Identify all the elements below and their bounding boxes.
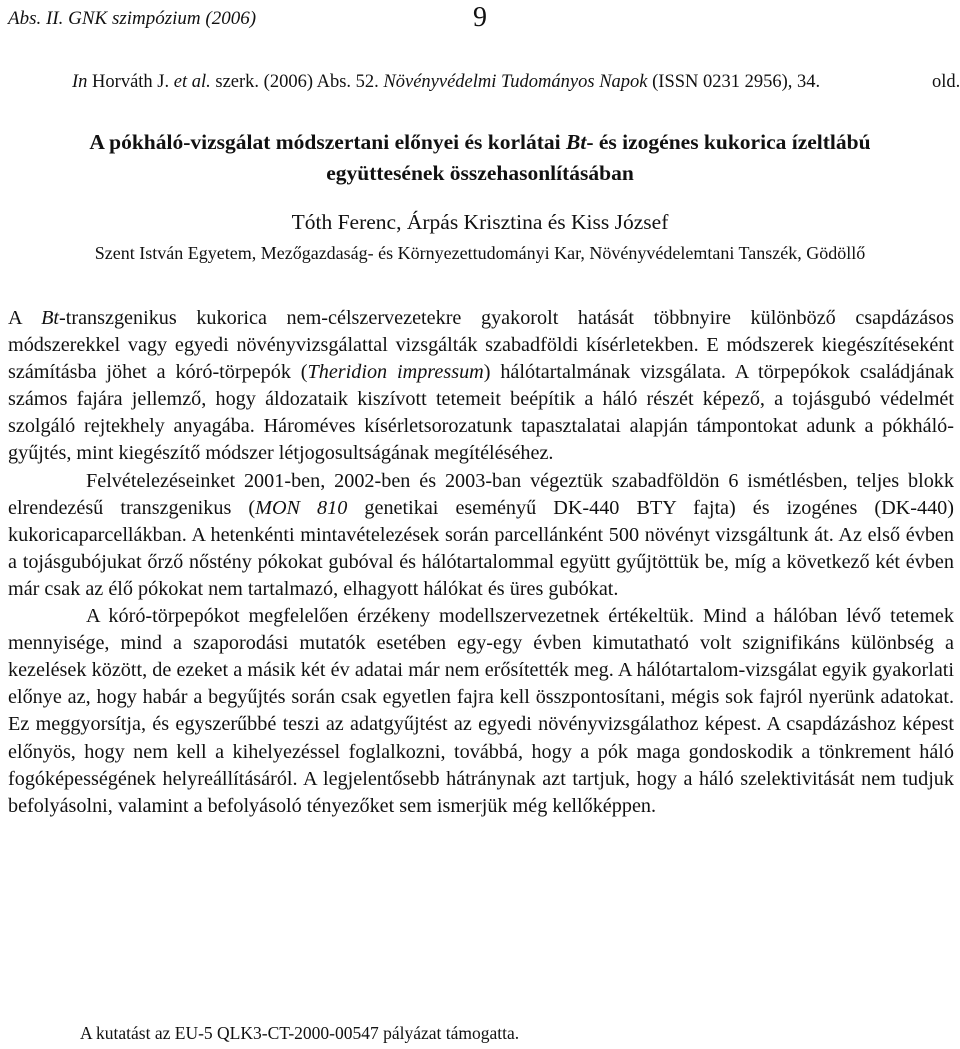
paragraph-2 xyxy=(8,468,954,603)
paragraph-3: A kóró-törpepókot megfelelően érzékeny modellszervezetnek értékeltük. Mind a hálóban lévő tetemek mennyisége, mind a szaporodási mutatók esetében egy-egy évben kimutatható volt szignifikáns különbség a kezelések között, de ezeket a másik két év adatai már nem erősítették meg. A hálótartalom-vizsgálat egyik gyakorlati előnye az, hogy habár a begyűjtés során csak egyetlen fajra kell összpontosítani, mégis sok fajról nyerünk adatokat. Ez meggyorsítja, és egyszerűbbé teszi az adatgyűjtést az egyedi növényvizsgálathoz képest. A csapdázáshoz képest előnyös, hogy nem kell a kihelyezéssel foglalkozni, továbbá, hogy a pók maga gondoskodik a tönkrement háló fogóképességének helyreállításáról. A legjelentősebb hátránynak azt tartjuk, hogy a háló szelektivitását nem tudjuk befolyásolni, valamint a befolyásoló tényezőket sem ismerjük még kellőképpen. xyxy=(8,605,954,817)
p1-text-c: ) hálótartalmának vizsgálata. A törpepókok családjának számos fajára jellemző, hogy áldozataik kiszívott tetemeit beépítik a háló részét képező, a tojásgubó védelmét szolgáló rejtekhely anyagába. Hároméves kísérletsorozatunk tapasztalatai alapján támpontokat adunk a pókháló-gyűjtés, mint kiegészítő módszer létjogosultságának megítéléséhez. xyxy=(8,361,954,465)
authors: Tóth Ferenc, Árpás Krisztina és Kiss József xyxy=(291,210,669,234)
citation-editors: Horváth J. xyxy=(87,72,174,92)
title-text-b: - és izogénes kukorica ízeltlábú xyxy=(586,130,871,154)
citation-journal: Növényvédelmi Tudományos Napok xyxy=(383,72,648,92)
page-header xyxy=(8,2,952,42)
p1-species: Theridion impressum xyxy=(307,361,484,384)
citation-details: szerk. (2006) Abs. 52. xyxy=(210,72,384,92)
title-bt: Bt xyxy=(565,130,587,154)
title-line-2: együttesének összehasonlításában xyxy=(326,161,634,185)
page-number: 9 xyxy=(473,2,487,33)
p2-mon: MON 810 xyxy=(255,496,348,519)
citation-line xyxy=(72,72,820,93)
citation-page-suffix: old. xyxy=(932,72,960,92)
p1-text-a: A xyxy=(8,307,42,329)
affiliation: Szent István Egyetem, Mezőgazdaság- és Környezettudományi Kar, Növényvédelemtani Tanszék, Gödöllő xyxy=(94,243,866,263)
abstract-body xyxy=(8,305,954,820)
title-line-1 xyxy=(0,127,960,158)
title-text-a: A pókháló-vizsgálat módszertani előnyei és korlátai xyxy=(89,130,566,154)
p2-text-a: Felvételezéseinket 2001-ben, 2002-ben és 2003-ban végeztük szabadföldön 6 ismétlésben, teljes blokk elrendezésű transzgenikus ( xyxy=(8,469,954,519)
p1-bt: Bt xyxy=(41,307,60,329)
p2-text-b: genetikai eseményű DK-440 BTY fajta) és izogénes (DK-440) kukoricaparcellákban. A hetenkénti mintavételezések során parcellánként 500 növényt vizsgáltunk át. Az első évben a tojásgubójukat őrző nőstény pókokat gubóval és hálótartalommal együtt gyűjtöttük be, míg a következő két évben már csak az élő pókokat nem tartalmazó, elhagyott hálókat és üres gubókat. xyxy=(8,496,954,600)
paper-title xyxy=(0,127,960,189)
citation-issn: (ISSN 0231 2956), 34. xyxy=(647,72,821,92)
citation-etal: et al. xyxy=(173,72,211,92)
citation-in: In xyxy=(72,72,88,92)
paragraph-1 xyxy=(8,305,954,468)
acknowledgement: A kutatást az EU-5 QLK3-CT-2000-00547 pályázat támogatta. xyxy=(80,1023,520,1043)
p1-text-b: -transzgenikus kukorica nem-célszervezetekre gyakorolt hatását többnyire különböző csapdázásos módszerekkel vagy egyedi növényvizsgálattal vizsgálták szabadföldi kísérletekben. E módszerek kiegészítéseként számításba jöhet a kóró-törpepók ( xyxy=(8,307,954,384)
running-title: Abs. II. GNK szimpózium (2006) xyxy=(8,8,257,29)
